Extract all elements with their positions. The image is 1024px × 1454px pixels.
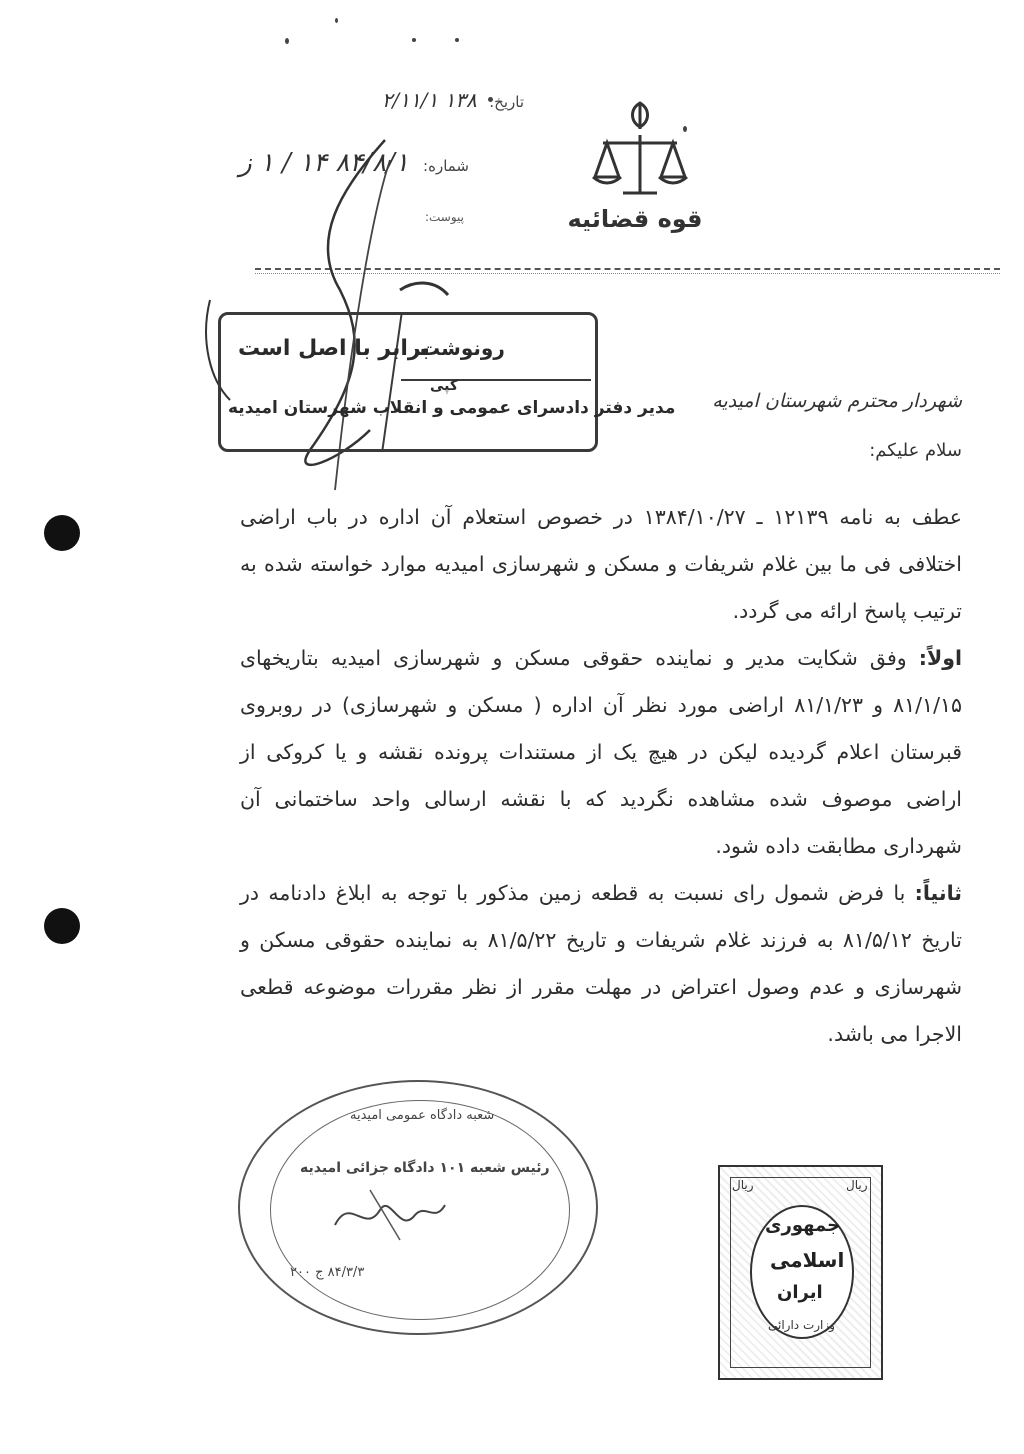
scan-speck: [335, 18, 338, 23]
revenue-stamp: [718, 1165, 883, 1380]
paragraph-lead: ثانیاً:: [914, 881, 962, 905]
revenue-stamp-bottom-text: وزارت دارائی: [768, 1318, 835, 1332]
scan-speck: [412, 38, 416, 42]
stamp-office-text: مدیر دفتر دادسرای عمومی و انقلاب شهرستان امیدیه: [228, 398, 676, 418]
greeting: سلام علیکم:: [869, 440, 962, 461]
paragraph-first: [240, 635, 962, 870]
stamp-title: رونوشت: [420, 336, 505, 360]
stamp-copy-word: کپی: [430, 378, 459, 394]
seal-signature-scribble: [330, 1185, 450, 1245]
header-date: [382, 88, 524, 112]
paragraph-second: [240, 870, 962, 1058]
paragraph-text: عطف به نامه ۱۲۱۳۹ ـ ۱۳۸۴/۱۰/۲۷ در خصوص استعلام آن اداره در باب اراضی اختلافی فی ما بین غلام شریفات و مسکن و شهرسازی امیدیه موارد خواسته شده به ترتیب پاسخ ارائه می گردد.: [240, 505, 962, 623]
letter-body: [240, 494, 962, 1058]
date-value: ۱۳۸ ۲/۱۱/۱: [381, 88, 477, 112]
revenue-stamp-denomination-right: ریال: [846, 1178, 868, 1192]
date-label: تاریخ:: [489, 93, 524, 111]
attachment-label: پیوست:: [424, 210, 464, 224]
paragraph-lead: اولاً:: [918, 646, 962, 670]
scan-speck: [455, 38, 459, 42]
seal-middle-text: رئیس شعبه ۱۰۱ دادگاه جزائی امیدیه: [300, 1160, 550, 1176]
revenue-stamp-line1: جمهوری: [765, 1215, 841, 1236]
punch-hole: [44, 908, 80, 944]
paragraph-text: با فرض شمول رای نسبت به قطعه زمین مذکور با توجه به ابلاغ دادنامه در تاریخ ۸۱/۵/۱۲ به فرزند غلام شریفات و تاریخ ۸۱/۵/۲۲ به نماینده حقوقی مسکن و شهرسازی و عدم وصول اعتراض در مهلت مقرر از نظر مقررات موضوعه قطعی الاجرا می باشد.: [240, 881, 962, 1046]
organization-name: قوه قضائیه: [567, 205, 703, 233]
paragraph-reference: [240, 494, 962, 635]
revenue-stamp-line2: اسلامی: [770, 1248, 845, 1272]
number-value: ۸۴/۸/۱ ۱۴ / ۱ ز: [239, 148, 409, 178]
recipient-address: شهردار محترم شهرستان امیدیه: [712, 390, 962, 412]
scan-speck: [285, 38, 289, 44]
revenue-stamp-denomination-left: ریال: [732, 1178, 754, 1192]
certified-copy-stamp: [218, 312, 598, 452]
punch-hole: [44, 515, 80, 551]
seal-bottom-text: ۸۴/۳/۳ ج ۲۰۰: [290, 1265, 365, 1280]
number-label: شماره:: [423, 157, 469, 175]
iran-emblem-scales-icon: [585, 95, 695, 205]
seal-top-text: شعبه دادگاه عمومی امیدیه: [350, 1108, 495, 1123]
revenue-stamp-line3: ایران: [777, 1282, 823, 1303]
stamp-certified-text: برابر با اصل است: [238, 336, 430, 361]
paragraph-text: وفق شکایت مدیر و نماینده حقوقی مسکن و شهرسازی امیدیه بتاریخهای ۸۱/۱/۱۵ و ۸۱/۱/۲۳ اراضی مورد نظر آن اداره ( مسکن و شهرسازی) در روبروی قبرستان اعلام گردیده لیکن در هیچ یک از مستندات پرونده نقشه و یا کروکی از اراضی موصوف شده مشاهده نگردید که با نقشه ارسالی واحد ساختمانی آن شهرداری مطابقت داده شود.: [240, 646, 962, 858]
